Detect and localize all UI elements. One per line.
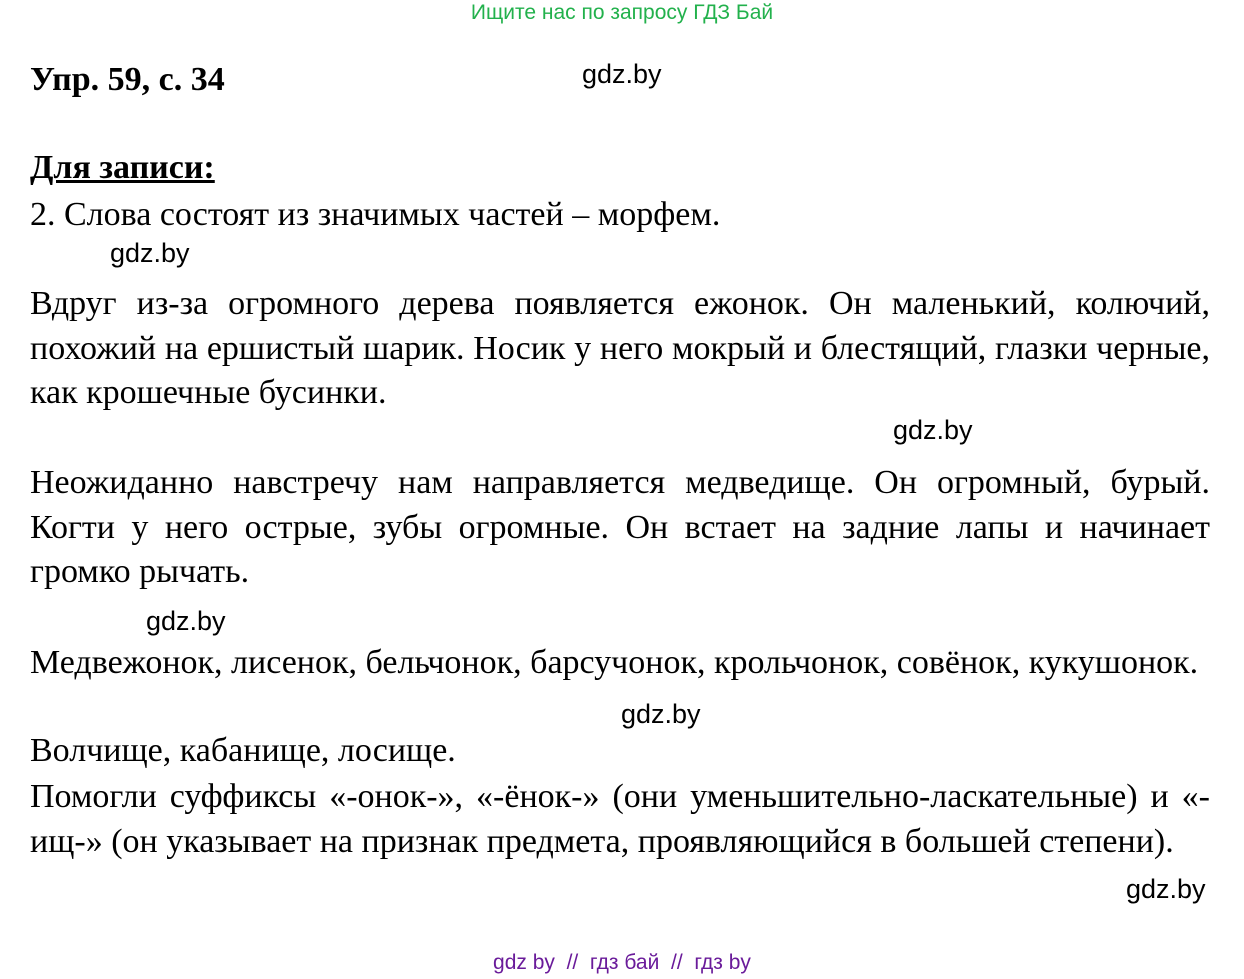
page-title: Упр. 59, с. 34 <box>30 61 225 98</box>
paragraph-young-animals: Медвежонок, лисенок, бельчонок, барсучонок, крольчонок, совёнок, кукушонок. <box>30 644 1199 681</box>
watermark-text: gdz.by <box>146 606 226 636</box>
watermark-text: gdz.by <box>621 699 701 729</box>
section-subheading: Для записи: <box>30 149 215 186</box>
top-banner: Ищите нас по запросу ГДЗ Бай <box>470 1 774 24</box>
footer-links: gdz by // гдз бай // гдз by <box>493 951 751 974</box>
watermark-text: gdz.by <box>582 59 662 89</box>
watermark-text: gdz.by <box>893 415 973 445</box>
watermark-text: gdz.by <box>110 238 190 268</box>
paragraph-bear: Неожиданно навстречу нам направляется медведище. Он огромный, бурый. Когти у него острые, зубы огромные. Он встает на задние лапы и начинает громко рычать. <box>30 464 1210 590</box>
item-2-text: 2. Слова состоят из значимых частей – морфем. <box>30 196 721 233</box>
line-augmentatives: Волчище, кабанище, лосище. <box>30 732 456 769</box>
paragraph-suffixes: Помогли суффиксы «-онок-», «-ёнок-» (они уменьшительно-ласкательные) и «-ищ-» (он указывает на признак предмета, проявляющийся в большей степени). <box>30 778 1210 860</box>
watermark-text: gdz.by <box>1126 874 1206 904</box>
paragraph-hedgehog: Вдруг из-за огромного дерева появляется ежонок. Он маленький, колючий, похожий на ершистый шарик. Носик у него мокрый и блестящий, глазки черные, как крошечные бусинки. <box>30 285 1210 411</box>
